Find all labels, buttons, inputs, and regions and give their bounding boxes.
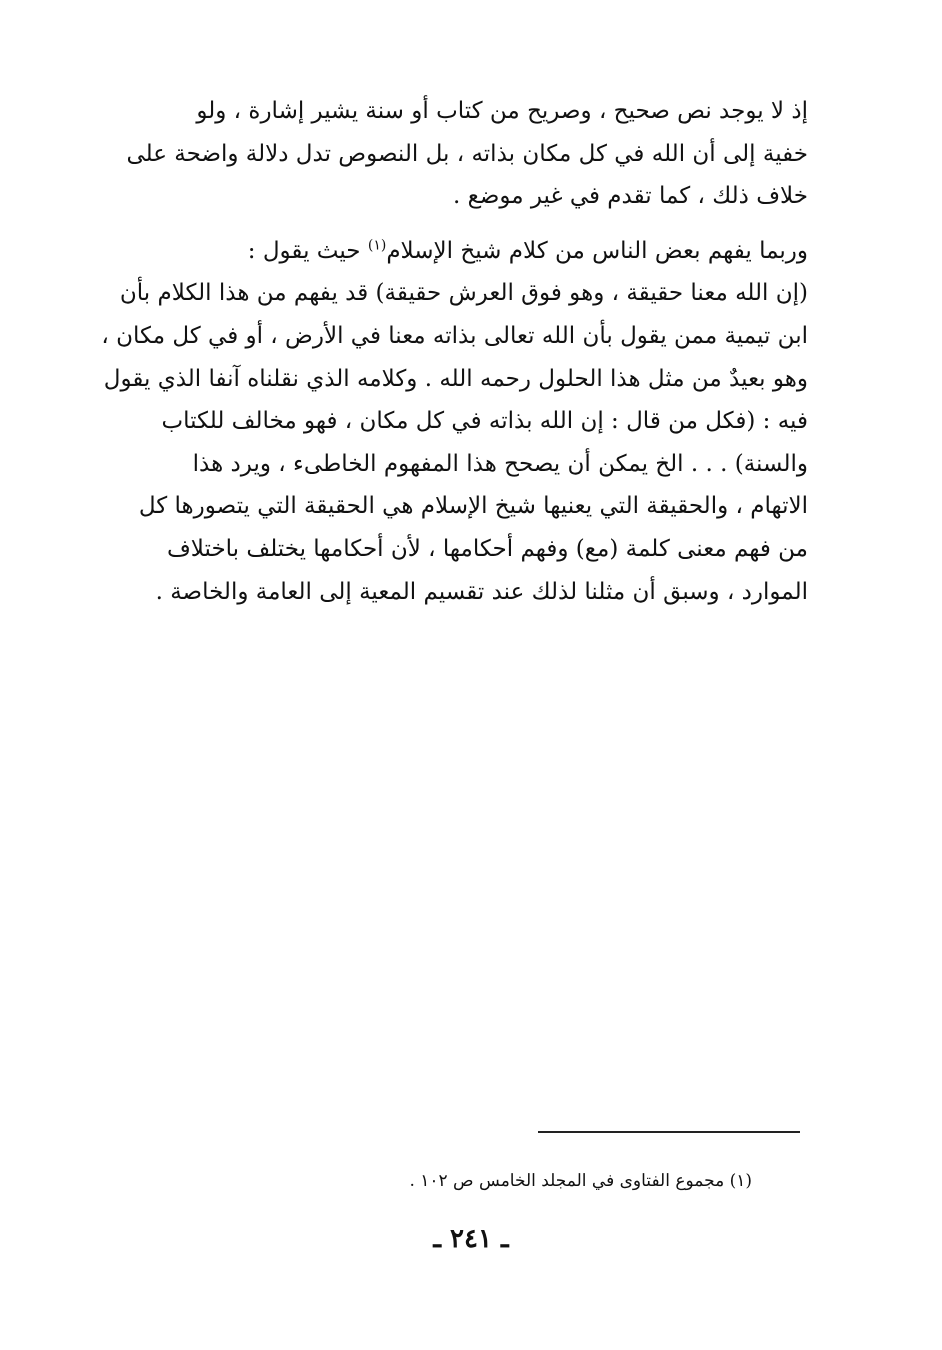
text-line: خلاف ذلك ، كما تقدم في غير موضع . <box>452 183 808 210</box>
text-line: الاتهام ، والحقيقة التي يعنيها شيخ الإسلام هي الحقيقة التي يتصورها كل <box>138 493 808 520</box>
footnote-marker: (١) <box>367 237 387 254</box>
text-line: وهو بعيدٌ من مثل هذا الحلول رحمه الله . وكلامه الذي نقلناه آنفا الذي يقول <box>103 365 808 392</box>
paragraph-1 <box>96 90 808 218</box>
page-number: ـ ٢٤١ ـ <box>433 1224 509 1254</box>
main-text <box>96 90 808 613</box>
text-line: (إن الله معنا حقيقة ، وهو فوق العرش حقيقة) قد يفهم من هذا الكلام بأن <box>119 280 808 307</box>
text-line: ابن تيمية ممن يقول بأن الله تعالى بذاته معنا في الأرض ، أو في كل مكان ، <box>101 322 808 349</box>
text-line-with-footnote <box>96 230 808 273</box>
text-line: من فهم معنى كلمة (مع) وفهم أحكامها ، لأن أحكامها يختلف باختلاف <box>166 535 808 562</box>
footnote-divider <box>538 1131 800 1133</box>
paragraph-2 <box>96 230 808 613</box>
text-line: الموارد ، وسبق أن مثلنا لذلك عند تقسيم المعية إلى العامة والخاصة . <box>155 578 808 605</box>
text-line: فيه : (فكل من قال : إن الله بذاته في كل مكان ، فهو مخالف للكتاب <box>161 408 808 435</box>
text-line: خفية إلى أن الله في كل مكان بذاته ، بل النصوص تدل دلالة واضحة على <box>126 140 808 167</box>
text-line: والسنة) . . . الخ يمكن أن يصحح هذا المفهوم الخاطىء ، ويرد هذا <box>192 450 808 477</box>
text-line-end: حيث يقول : <box>247 237 361 264</box>
text-line: إذ لا يوجد نص صحيح ، وصريح من كتاب أو سنة يشير إشارة ، ولو <box>196 98 808 124</box>
footnote: (١) مجموع الفتاوى في المجلد الخامس ص ١٠٢ . <box>409 1171 752 1191</box>
text-line-start: وربما يفهم بعض الناس من كلام شيخ الإسلام <box>386 237 808 264</box>
